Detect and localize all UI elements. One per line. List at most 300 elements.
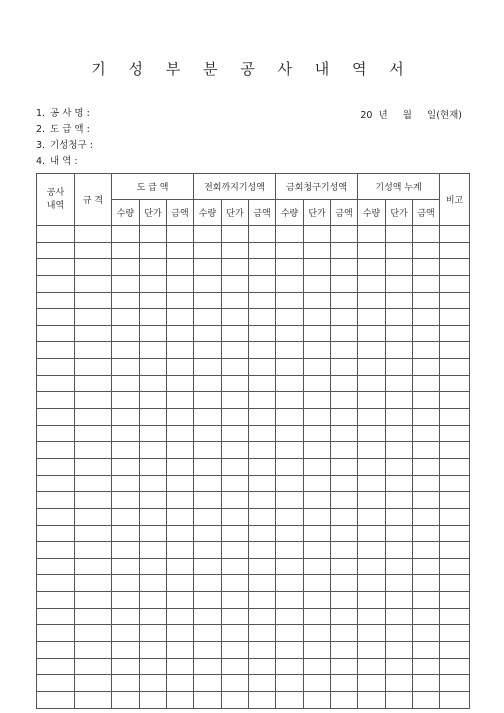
table-cell [249, 342, 276, 359]
table-cell [140, 359, 167, 376]
table-row [37, 242, 470, 259]
table-cell [75, 442, 112, 459]
table-cell [167, 242, 194, 259]
table-cell [167, 292, 194, 309]
table-cell [440, 375, 470, 392]
table-cell [167, 592, 194, 609]
table-cell [194, 242, 222, 259]
table-cell [249, 492, 276, 509]
table-cell [413, 458, 440, 475]
subheader-unit-price: 단가 [222, 200, 249, 226]
table-cell [140, 442, 167, 459]
table-cell [386, 558, 413, 575]
table-cell [413, 375, 440, 392]
table-cell [37, 608, 75, 625]
table-cell [249, 226, 276, 243]
table-cell [37, 226, 75, 243]
table-cell [140, 275, 167, 292]
table-cell [331, 242, 358, 259]
table-cell [331, 608, 358, 625]
table-row [37, 525, 470, 542]
table-cell [140, 409, 167, 426]
table-cell [440, 359, 470, 376]
table-cell [140, 542, 167, 559]
table-cell [194, 542, 222, 559]
table-cell [167, 608, 194, 625]
table-cell [331, 409, 358, 426]
table-cell [358, 226, 386, 243]
table-row [37, 342, 470, 359]
table-cell [112, 425, 140, 442]
table-cell [112, 292, 140, 309]
table-cell [112, 226, 140, 243]
table-cell [304, 642, 331, 659]
table-row [37, 608, 470, 625]
table-cell [304, 492, 331, 509]
table-cell [440, 325, 470, 342]
table-cell [194, 508, 222, 525]
table-cell [167, 359, 194, 376]
table-cell [140, 525, 167, 542]
table-cell [331, 309, 358, 326]
table-cell [140, 392, 167, 409]
table-cell [440, 309, 470, 326]
table-cell [75, 259, 112, 276]
table-cell [358, 275, 386, 292]
table-cell [386, 309, 413, 326]
document-title: 기 성 부 분 공 사 내 역 서 [91, 60, 413, 78]
table-cell [413, 658, 440, 675]
table-cell [167, 525, 194, 542]
table-cell [440, 691, 470, 708]
table-cell [358, 542, 386, 559]
table-cell [222, 475, 249, 492]
table-cell [276, 375, 304, 392]
table-cell [112, 442, 140, 459]
table-cell [222, 425, 249, 442]
table-cell [75, 658, 112, 675]
table-cell [75, 558, 112, 575]
table-cell [222, 442, 249, 459]
table-cell [331, 625, 358, 642]
table-cell [249, 275, 276, 292]
table-cell [75, 458, 112, 475]
table-cell [386, 475, 413, 492]
table-cell [276, 642, 304, 659]
table-cell [276, 275, 304, 292]
table-cell [276, 458, 304, 475]
table-cell [413, 625, 440, 642]
table-cell [440, 458, 470, 475]
table-cell [304, 425, 331, 442]
table-cell [358, 392, 386, 409]
table-cell [222, 558, 249, 575]
table-cell [140, 642, 167, 659]
table-cell [331, 458, 358, 475]
table-cell [194, 575, 222, 592]
table-cell [167, 542, 194, 559]
table-cell [440, 409, 470, 426]
table-cell [386, 275, 413, 292]
table-cell [167, 375, 194, 392]
subheader-amount: 금액 [249, 200, 276, 226]
table-cell [386, 525, 413, 542]
table-cell [304, 242, 331, 259]
info-field-details [36, 155, 78, 169]
table-cell [37, 675, 75, 692]
table-cell [194, 409, 222, 426]
table-cell [37, 242, 75, 259]
table-cell [413, 475, 440, 492]
table-cell [37, 525, 75, 542]
table-cell [37, 325, 75, 342]
table-row [37, 675, 470, 692]
table-cell [194, 475, 222, 492]
table-cell [75, 691, 112, 708]
table-cell [75, 475, 112, 492]
table-cell [112, 642, 140, 659]
table-cell [167, 625, 194, 642]
table-cell [440, 442, 470, 459]
table-cell [358, 575, 386, 592]
table-cell [358, 492, 386, 509]
table-cell [304, 309, 331, 326]
table-cell [440, 525, 470, 542]
table-cell [222, 226, 249, 243]
table-cell [37, 292, 75, 309]
table-cell [222, 275, 249, 292]
table-cell [194, 608, 222, 625]
table-cell [75, 409, 112, 426]
table-cell [386, 658, 413, 675]
table-row [37, 375, 470, 392]
table-cell [75, 292, 112, 309]
table-cell [249, 458, 276, 475]
table-cell [358, 658, 386, 675]
table-cell [331, 275, 358, 292]
table-cell [37, 642, 75, 659]
table-row [37, 259, 470, 276]
table-cell [331, 425, 358, 442]
table-cell [276, 608, 304, 625]
table-cell [276, 309, 304, 326]
table-cell [167, 575, 194, 592]
table-cell [413, 309, 440, 326]
table-cell [37, 392, 75, 409]
table-cell [440, 558, 470, 575]
table-cell [304, 658, 331, 675]
table-cell [249, 425, 276, 442]
table-cell [276, 691, 304, 708]
table-cell [75, 342, 112, 359]
table-cell [140, 608, 167, 625]
table-cell [413, 675, 440, 692]
table-cell [249, 409, 276, 426]
table-cell [386, 259, 413, 276]
subheader-unit-price: 단가 [140, 200, 167, 226]
table-cell [358, 342, 386, 359]
table-cell [358, 608, 386, 625]
table-cell [112, 575, 140, 592]
table-cell [75, 425, 112, 442]
table-cell [194, 525, 222, 542]
table-cell [167, 675, 194, 692]
table-cell [112, 608, 140, 625]
table-cell [194, 442, 222, 459]
subheader-unit-price: 단가 [304, 200, 331, 226]
table-cell [386, 342, 413, 359]
table-cell [75, 226, 112, 243]
table-cell [304, 325, 331, 342]
table-cell [304, 275, 331, 292]
table-cell [276, 409, 304, 426]
table-row [37, 442, 470, 459]
info-field-project-name [36, 107, 90, 121]
table-cell [304, 525, 331, 542]
table-cell [386, 325, 413, 342]
table-cell [222, 575, 249, 592]
table-cell [140, 226, 167, 243]
table-cell [304, 259, 331, 276]
table-cell [140, 458, 167, 475]
info-field-number: 3. [36, 140, 46, 151]
table-cell [249, 525, 276, 542]
table-cell [276, 342, 304, 359]
table-cell [249, 242, 276, 259]
table-cell [331, 226, 358, 243]
table-cell [276, 542, 304, 559]
table-cell [304, 592, 331, 609]
table-cell [413, 226, 440, 243]
table-cell [358, 425, 386, 442]
table-cell [249, 309, 276, 326]
table-cell [331, 375, 358, 392]
header-group-cumulative: 기성액 누계 [358, 174, 440, 200]
table-cell [140, 292, 167, 309]
table-cell [194, 259, 222, 276]
table-cell [413, 508, 440, 525]
table-row [37, 475, 470, 492]
table-cell [358, 325, 386, 342]
table-row [37, 309, 470, 326]
table-cell [304, 608, 331, 625]
table-cell [194, 342, 222, 359]
table-cell [112, 691, 140, 708]
table-row [37, 508, 470, 525]
table-cell [140, 342, 167, 359]
table-cell [37, 592, 75, 609]
table-cell [331, 292, 358, 309]
table-cell [167, 691, 194, 708]
table-cell [386, 442, 413, 459]
table-cell [249, 292, 276, 309]
table-cell [112, 342, 140, 359]
table-row [37, 458, 470, 475]
header-group-current: 금회청구기성액 [276, 174, 358, 200]
table-cell [331, 658, 358, 675]
table-cell [75, 392, 112, 409]
table-cell [440, 625, 470, 642]
table-cell [222, 608, 249, 625]
table-cell [331, 691, 358, 708]
table-cell [194, 425, 222, 442]
table-cell [276, 325, 304, 342]
table-cell [222, 542, 249, 559]
table-cell [276, 475, 304, 492]
table-cell [75, 242, 112, 259]
table-row [37, 592, 470, 609]
header-group-previous: 전회까지기성액 [194, 174, 276, 200]
table-cell [440, 342, 470, 359]
table-cell [386, 392, 413, 409]
table-cell [194, 292, 222, 309]
table-cell [112, 542, 140, 559]
table-cell [440, 475, 470, 492]
table-cell [112, 458, 140, 475]
table-cell [112, 625, 140, 642]
table-cell [222, 259, 249, 276]
table-cell [358, 592, 386, 609]
table-cell [440, 242, 470, 259]
subheader-amount: 금액 [413, 200, 440, 226]
table-cell [112, 475, 140, 492]
table-cell [413, 525, 440, 542]
table-cell [112, 259, 140, 276]
table-cell [194, 558, 222, 575]
table-cell [222, 392, 249, 409]
table-cell [222, 292, 249, 309]
table-cell [112, 592, 140, 609]
table-cell [386, 359, 413, 376]
table-cell [140, 325, 167, 342]
table-cell [249, 259, 276, 276]
table-cell [249, 325, 276, 342]
table-cell [140, 575, 167, 592]
subheader-quantity: 수량 [112, 200, 140, 226]
info-field-label: 기성청구 : [50, 140, 93, 151]
progress-ledger-table [36, 173, 470, 709]
table-cell [413, 592, 440, 609]
table-row [37, 642, 470, 659]
table-cell [222, 375, 249, 392]
table-cell [276, 592, 304, 609]
table-cell [358, 558, 386, 575]
table-cell [167, 475, 194, 492]
table-cell [358, 309, 386, 326]
table-cell [194, 309, 222, 326]
table-cell [249, 558, 276, 575]
table-cell [140, 475, 167, 492]
table-cell [358, 359, 386, 376]
table-cell [358, 292, 386, 309]
table-cell [440, 608, 470, 625]
table-cell [386, 508, 413, 525]
table-cell [140, 558, 167, 575]
table-cell [112, 242, 140, 259]
table-cell [358, 508, 386, 525]
table-cell [304, 625, 331, 642]
table-cell [249, 642, 276, 659]
date-line: 20 년 월 일(현재) [360, 110, 462, 121]
table-cell [304, 475, 331, 492]
table-cell [331, 542, 358, 559]
header-work-details [37, 174, 75, 226]
table-cell [167, 226, 194, 243]
table-cell [440, 542, 470, 559]
table-cell [222, 592, 249, 609]
table-cell [167, 342, 194, 359]
info-field-number: 4. [36, 156, 46, 167]
table-cell [222, 242, 249, 259]
table-cell [140, 309, 167, 326]
table-cell [386, 226, 413, 243]
table-cell [358, 675, 386, 692]
table-cell [167, 658, 194, 675]
table-cell [413, 608, 440, 625]
info-field-progress-claim [36, 139, 93, 153]
subheader-amount: 금액 [167, 200, 194, 226]
table-cell [386, 492, 413, 509]
table-cell [386, 458, 413, 475]
table-cell [276, 675, 304, 692]
table-cell [331, 492, 358, 509]
table-cell [222, 458, 249, 475]
info-field-number: 2. [36, 124, 46, 135]
table-cell [358, 458, 386, 475]
table-cell [413, 359, 440, 376]
table-row [37, 558, 470, 575]
table-row [37, 425, 470, 442]
table-cell [37, 425, 75, 442]
table-row [37, 625, 470, 642]
info-field-label: 공 사 명 : [50, 108, 90, 119]
subheader-unit-price: 단가 [386, 200, 413, 226]
table-cell [167, 309, 194, 326]
table-cell [276, 575, 304, 592]
table-cell [386, 608, 413, 625]
table-cell [304, 558, 331, 575]
table-cell [140, 691, 167, 708]
table-cell [304, 226, 331, 243]
table-cell [304, 542, 331, 559]
table-cell [222, 359, 249, 376]
table-cell [222, 658, 249, 675]
table-row [37, 542, 470, 559]
table-cell [440, 575, 470, 592]
table-cell [140, 508, 167, 525]
table-cell [413, 425, 440, 442]
table-cell [358, 259, 386, 276]
table-cell [413, 325, 440, 342]
table-cell [194, 226, 222, 243]
table-cell [37, 309, 75, 326]
table-cell [194, 458, 222, 475]
table-cell [304, 292, 331, 309]
table-cell [249, 575, 276, 592]
table-cell [112, 375, 140, 392]
table-cell [75, 675, 112, 692]
table-cell [386, 542, 413, 559]
table-row [37, 658, 470, 675]
table-cell [386, 375, 413, 392]
table-cell [167, 425, 194, 442]
table-row [37, 691, 470, 708]
table-cell [112, 492, 140, 509]
table-cell [37, 442, 75, 459]
table-cell [167, 392, 194, 409]
table-cell [331, 359, 358, 376]
table-cell [222, 492, 249, 509]
